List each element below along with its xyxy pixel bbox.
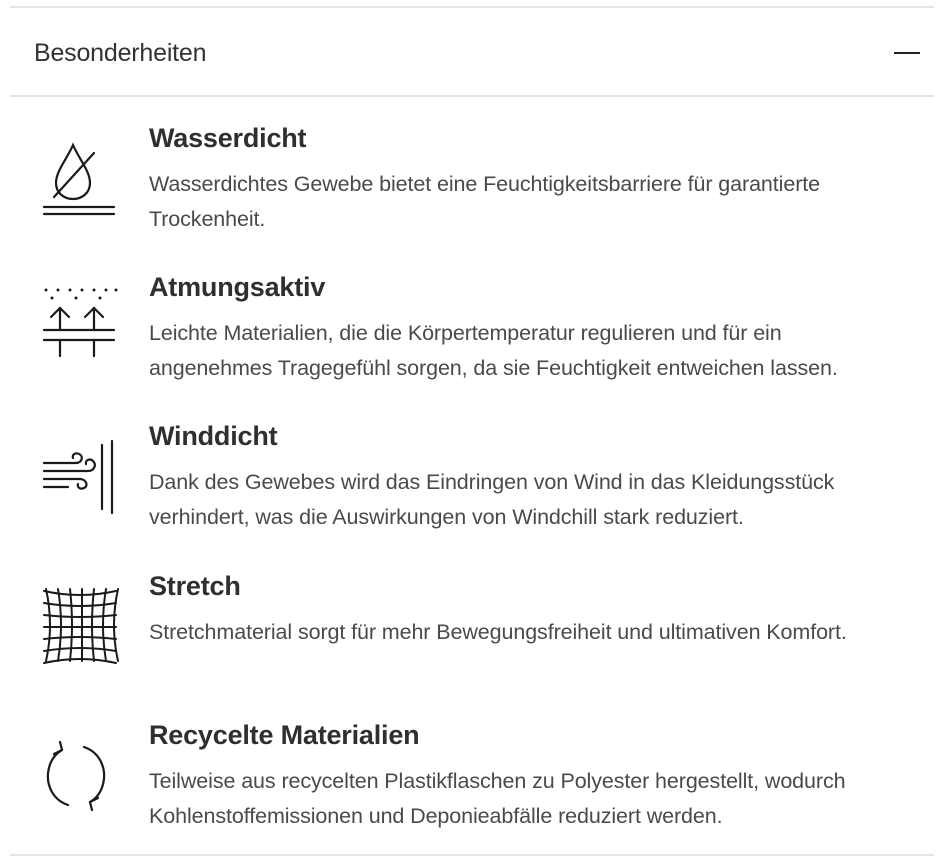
accordion-title: Besonderheiten <box>34 39 207 67</box>
breathable-icon <box>40 284 120 364</box>
feature-description: Teilweise aus recycelten Plastikflaschen zu Polyester hergestellt, wodurch Kohlenstoffemissionen und Deponieabfälle reduziert werden. <box>149 769 846 828</box>
feature-title: Recycelte Materialien <box>149 720 420 750</box>
feature-description: Leichte Materialien, die die Körpertemperatur regulieren und für ein angenehmes Tragegefühl sorgen, da sie Feuchtigkeit entweichen lassen. <box>149 321 838 380</box>
accordion-header[interactable] <box>10 8 934 95</box>
feature-description: Wasserdichtes Gewebe bietet eine Feuchtigkeitsbarriere für garantierte Trockenheit. <box>149 172 820 231</box>
feature-title: Stretch <box>149 571 241 601</box>
minus-icon[interactable] <box>894 52 920 54</box>
divider <box>10 95 934 97</box>
feature-description: Dank des Gewebes wird das Eindringen von Wind in das Kleidungsstück verhindert, was die Auswirkungen von Windchill stark reduziert. <box>149 470 835 529</box>
windproof-icon <box>40 437 120 517</box>
stretch-icon <box>40 585 120 665</box>
waterproof-icon <box>40 137 120 217</box>
divider <box>10 854 934 856</box>
recycle-icon <box>40 736 120 816</box>
feature-title: Atmungsaktiv <box>149 272 326 302</box>
feature-title: Winddicht <box>149 421 278 451</box>
feature-description: Stretchmaterial sorgt für mehr Bewegungsfreiheit und ultimativen Komfort. <box>149 620 847 644</box>
feature-title: Wasserdicht <box>149 123 307 153</box>
